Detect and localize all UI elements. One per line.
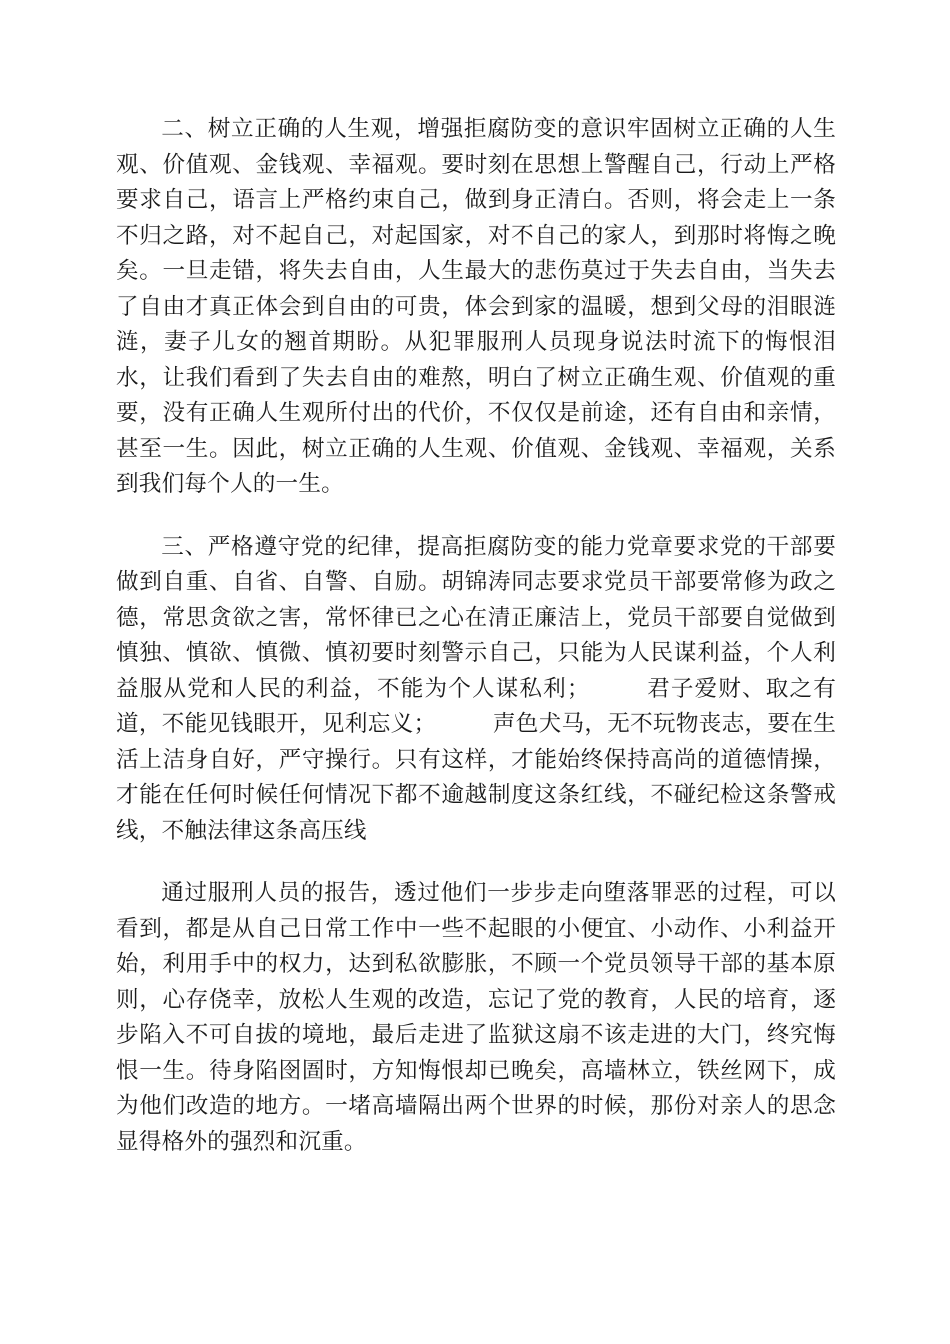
paragraph-text: 三、严格遵守党的纪律，提高拒腐防变的能力党章要求党的干部要做到自重、自省、自警、自励。胡锦涛同志要求党员干部要常修为政之德，常思贪欲之害，常怀律已之心在清正廉洁上，党员干部要自觉做到慎独、慎欲、慎微、慎初要时刻警示自己，只能为人民谋利益，个人利益服从党和人民的利益，不能为个人谋私利； — [116, 533, 836, 702]
paragraph-text: 二、树立正确的人生观，增强拒腐防变的意识牢固树立正确的人生观、价值观、金钱观、幸福观。要时刻在思想上警醒自己，行动上严格要求自己，语言上严格约束自己，做到身正清白。否则，将会走上一条不归之路，对不起自己，对起国家，对不自己的家人，到那时将悔之晚矣。一旦走错，将失去自由，人生最大的悲伤莫过于失去自由，当失去了自由才真正体会到自由的可贵，体会到家的温暖，想到父母的泪眼涟涟，妻子儿女的翘首期盼。从犯罪服刑人员现身说法时流下的悔恨泪水，让我们看到了失去自由的难熬，明白了树立正确生观、价值观的重要，没有正确人生观所付出的代价，不仅仅是前途，还有自由和亲情，甚至一生。因此，树立正确的人生观、价值观、金钱观、幸福观，关系到我们每个人的一生。 — [116, 116, 836, 497]
paragraph-text: 通过服刑人员的报告，透过他们一步步走向堕落罪恶的过程，可以看到，都是从自己日常工作中一些不起眼的小便宜、小动作、小利益开始，利用手中的权力，达到私欲膨胀，不顾一个党员领导干部的基本原则，心存侥幸，放松人生观的改造，忘记了党的教育，人民的培育，逐步陷入不可自拔的境地，最后走进了监狱这扇不该走进的大门，终究悔恨一生。待身陷囹圄时，方知悔恨却已晚矣，高墙林立，铁丝网下，成为他们改造的地方。一堵高墙隔出两个世界的时候，那份对亲人的思念显得格外的强烈和沉重。 — [116, 880, 836, 1155]
paragraph-text: 君子爱财、取之有道，不能见钱眼开，见利忘义； — [116, 675, 836, 737]
paragraph-inmate-reports — [116, 876, 836, 1160]
document-body — [116, 112, 836, 1160]
paragraph-party-discipline — [116, 530, 836, 850]
paragraph-life-outlook — [116, 112, 836, 503]
paragraph-text: 声色犬马，无不玩物丧志，要在生活上洁身自好，严守操行。只有这样，才能始终保持高尚的道德情操，才能在任何时候任何情况下都不逾越制度这条红线，不碰纪检这条警戒线，不触法律这条高压线 — [116, 711, 836, 844]
